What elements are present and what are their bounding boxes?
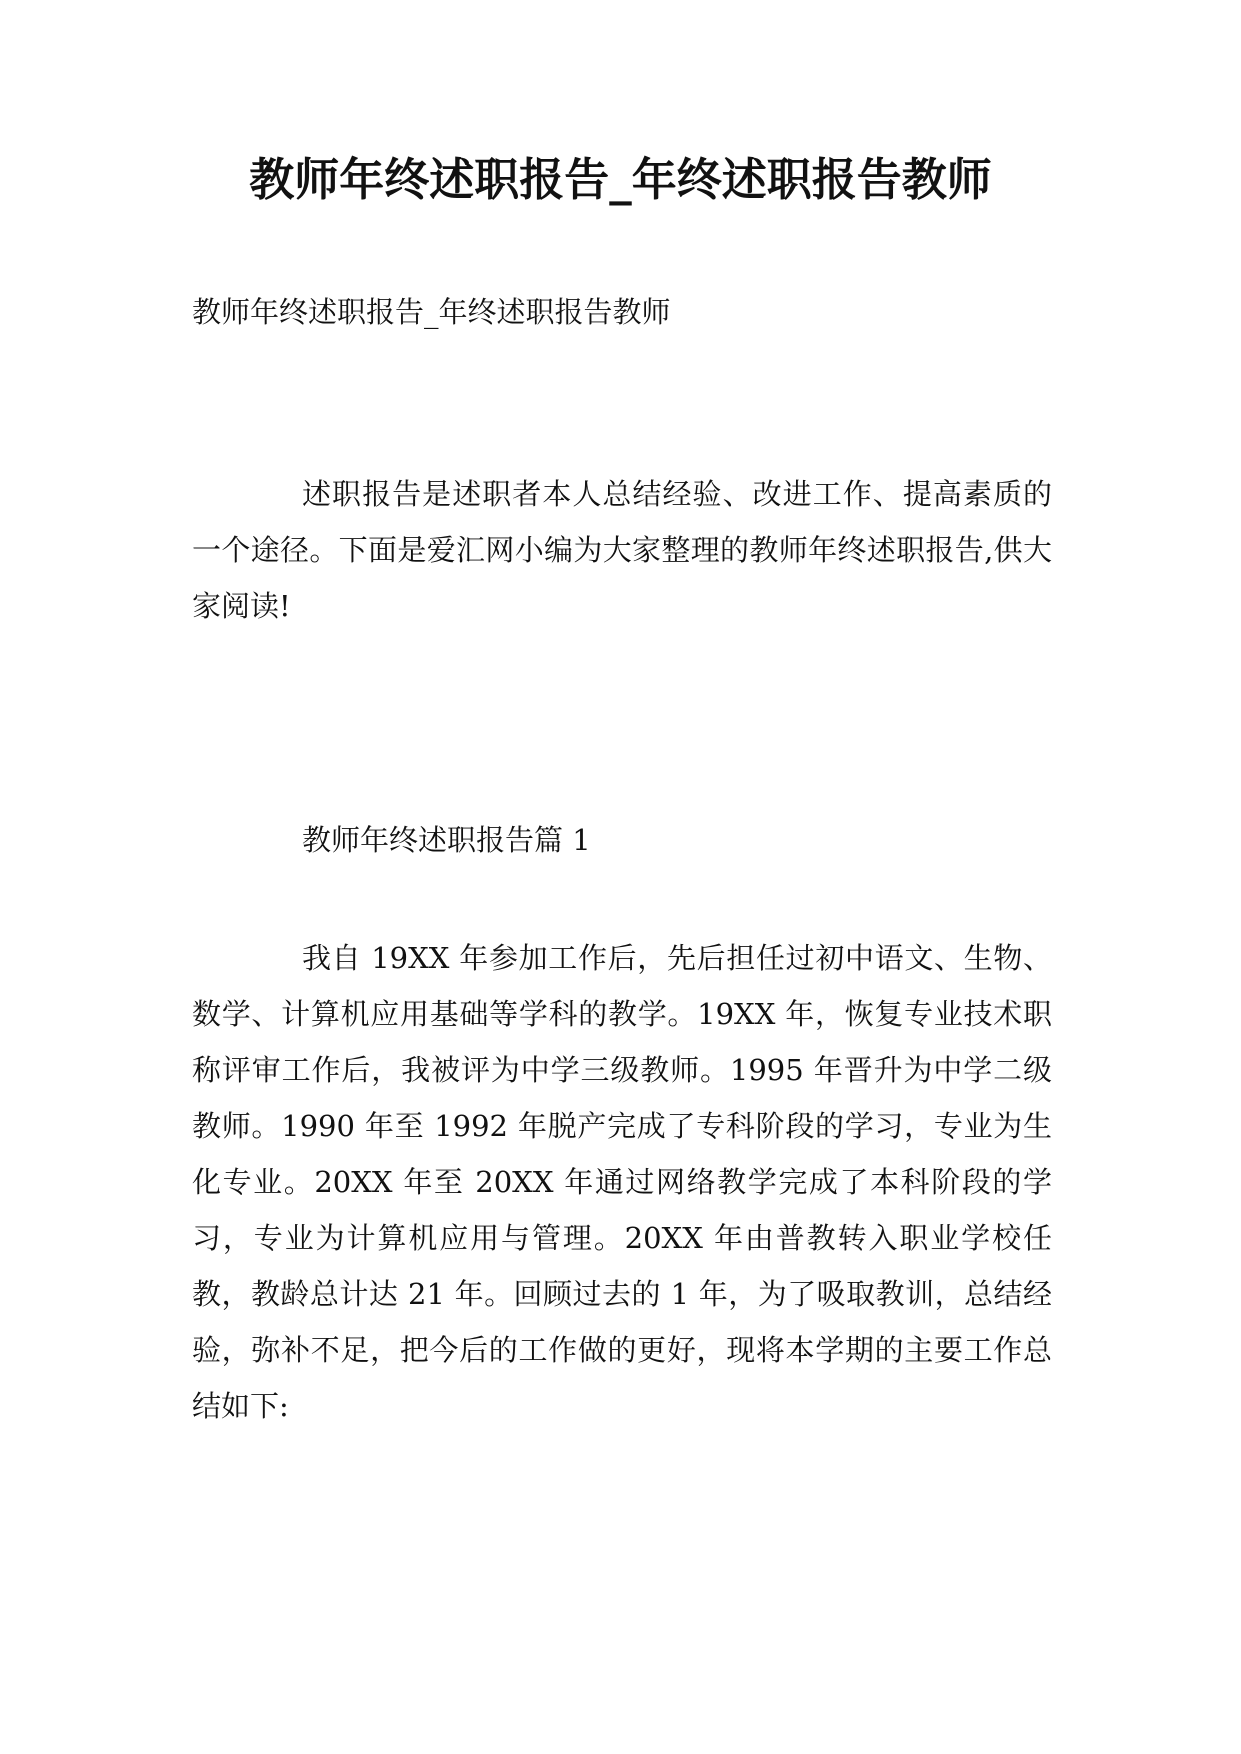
document-title: 教师年终述职报告_年终述职报告教师 [249,153,992,206]
section-body-paragraph: 我自 19XX 年参加工作后，先后担任过初中语文、生物、数学、计算机应用基础等学科的教学。19XX 年，恢复专业技术职称评审工作后，我被评为中学三级教师。1995 年晋升为中学二级教师。1990 年至 1992 年脱产完成了专科阶段的学习，专业为生化专业。20XX 年至 20XX 年通过网络教学完成了本科阶段的学习，专业为计算机应用与管理。20XX 年由普教转入职业学校任教，教龄总计达 21 年。回顾过去的 1 年，为了吸取教训，总结经验，弥补不足，把今后的工作做的更好，现将本学期的主要工作总结如下: [192,941,1052,1423]
intro-paragraph: 述职报告是述职者本人总结经验、改进工作、提高素质的一个途径。下面是爱汇网小编为大家整理的教师年终述职报告,供大家阅读! [192,477,1052,623]
section-heading: 教师年终述职报告篇 1 [302,823,591,857]
document-subtitle: 教师年终述职报告_年终述职报告教师 [192,295,671,329]
